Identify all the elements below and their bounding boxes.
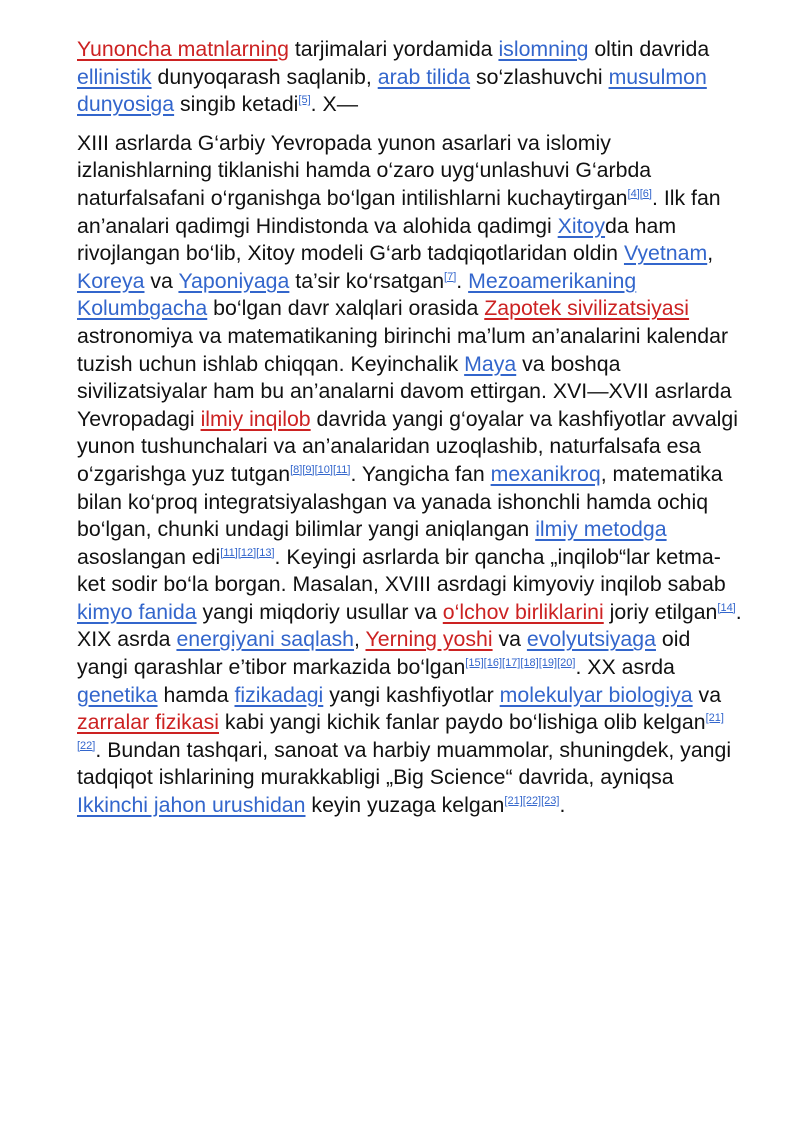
article-link[interactable]: ellinistik <box>77 64 152 89</box>
body-text: va <box>144 268 179 293</box>
article-link[interactable]: islomning <box>498 37 589 61</box>
body-text: . XX asrda <box>575 655 675 680</box>
citation-ref[interactable]: [7] <box>444 270 457 283</box>
body-text: yangi kashfiyotlar <box>323 682 500 707</box>
missing-article-link[interactable]: o‘lchov birliklarini <box>442 599 604 624</box>
body-text: va <box>492 627 527 652</box>
article-link[interactable]: ilmiy metodga <box>535 517 667 542</box>
article-link[interactable]: arab tilida <box>377 64 471 89</box>
article-link[interactable]: evolyutsiyaga <box>526 627 656 652</box>
missing-article-link[interactable]: ilmiy inqilob <box>200 406 311 431</box>
citation-ref[interactable]: [13] <box>256 546 275 559</box>
citation-ref[interactable]: [6] <box>639 187 652 200</box>
article-link[interactable]: Kolumbgacha <box>77 296 208 321</box>
body-text: kabi yangi kichik fanlar paydo bo‘lishiga olib kelgan <box>219 710 706 735</box>
missing-article-link[interactable]: zarralar fizikasi <box>77 710 220 735</box>
citation-ref[interactable]: [21] <box>504 794 523 807</box>
body-text: bo‘lgan davr xalqlari orasida <box>207 296 485 321</box>
citation-ref[interactable]: [10] <box>314 463 333 476</box>
citation-ref[interactable]: [8] <box>290 463 303 476</box>
body-text: . Ilk fan an’analari qadimgi Hindistonda va alohida qadimgi <box>77 185 721 238</box>
citation-ref[interactable]: [9] <box>302 463 315 476</box>
article-link[interactable]: molekulyar biologiya <box>499 682 693 707</box>
paragraph <box>77 130 747 820</box>
body-text: da ham rivojlangan bo‘lib, Xitoy modeli G‘arb tadqiqotlaridan oldin <box>77 213 677 266</box>
body-text: oltin davrida <box>588 37 710 61</box>
citation-ref[interactable]: [17] <box>502 656 521 669</box>
citation-ref[interactable]: [14] <box>717 601 736 614</box>
body-text: yangi miqdoriy usullar va <box>196 599 443 624</box>
body-text: oid yangi qarashlar e’tibor markazida bo‘lgan <box>77 627 691 680</box>
body-text: . X— <box>310 92 358 117</box>
citation-ref[interactable]: [11] <box>332 463 351 476</box>
body-text: astronomiya va matematikaning birinchi ma’lum an’analarini kalendar tuzish uchun ishlab chiqqan. Keyinchalik <box>77 323 729 376</box>
body-text: . XIX asrda <box>77 599 742 652</box>
paragraph <box>77 36 747 119</box>
body-text: , <box>707 241 714 266</box>
body-text: davrida yangi g‘oyalar va kashfiyotlar avvalgi yunon tushunchalari va an’analaridan uzoqlashib, naturfalsafa esa o‘zgarishga yuz tutgan <box>77 406 738 486</box>
citation-ref[interactable]: [5] <box>298 94 311 107</box>
body-text: . Bundan tashqari, sanoat va harbiy muammolar, shuningdek, yangi tadqiqot ishlarining murakkabligi „Big Science“ davrida, ayniqsa <box>77 737 732 790</box>
citation-ref[interactable]: [18] <box>520 656 539 669</box>
citation-ref[interactable]: [22] <box>522 794 542 807</box>
citation-ref[interactable]: [4] <box>627 187 640 200</box>
body-text: , <box>354 627 366 652</box>
body-text: asoslangan edi <box>77 544 221 569</box>
article-link[interactable]: Koreya <box>77 268 145 293</box>
body-text: XIII asrlarda G‘arbiy Yevropada yunon asarlari va islomiy izlanishlarning tiklanishi hamda o‘zaro uyg‘unlashuvi G‘arbda naturfalsafani o‘rganishga bo‘lgan intilishlarni kuchaytirgan <box>77 130 652 210</box>
citation-ref[interactable]: [11] <box>220 546 238 559</box>
body-text: ta’sir ko‘rsatgan <box>289 268 445 293</box>
citation-ref[interactable]: [22] <box>77 739 96 752</box>
body-text: tarjimalari yordamida <box>288 37 499 61</box>
body-text: singib ketadi <box>174 92 299 117</box>
body-text: so‘zlashuvchi <box>470 64 609 89</box>
article-link[interactable]: Vyetnam <box>623 241 708 266</box>
missing-article-link[interactable]: Zapotek sivilizatsiyasi <box>484 296 690 321</box>
body-text: keyin yuzaga kelgan <box>305 793 505 818</box>
citation-ref[interactable]: [19] <box>538 656 558 669</box>
citation-ref[interactable]: [21] <box>705 712 724 725</box>
body-text: joriy etilgan <box>603 599 718 624</box>
body-text: . <box>456 268 469 293</box>
body-text: . Keyingi asrlarda bir qancha „inqilob“lar ketma-ket sodir bo‘la borgan. Masalan, XVIII asrdagi kimyoviy inqilob sabab <box>77 544 726 597</box>
article-link[interactable]: Yaponiyaga <box>178 268 290 293</box>
body-text: hamda <box>157 682 235 707</box>
citation-ref[interactable]: [15] <box>465 656 484 669</box>
body-text: va <box>692 682 722 707</box>
body-text: . <box>559 793 566 818</box>
missing-article-link[interactable]: Yunoncha matnlarning <box>77 37 289 61</box>
article-link[interactable]: Maya <box>464 351 517 376</box>
article-link[interactable]: Xitoy <box>557 213 606 238</box>
body-text: . Yangicha fan <box>350 461 491 486</box>
citation-ref[interactable]: [12] <box>237 546 257 559</box>
article-link[interactable]: Mezoamerikaning <box>468 268 637 293</box>
citation-ref[interactable]: [16] <box>483 656 503 669</box>
article-link[interactable]: mexanikroq <box>490 461 601 486</box>
article-link[interactable]: energiyani saqlash <box>176 627 355 652</box>
body-text: va boshqa sivilizatsiyalar ham bu an’analarni davom ettirgan. XVI—XVII asrlarda Yevropadagi <box>77 351 732 431</box>
citation-ref[interactable]: [23] <box>541 794 560 807</box>
missing-article-link[interactable]: Yerning yoshi <box>365 627 493 652</box>
body-text: , matematika bilan ko‘proq integratsiyalashgan va yanada ishonchli hamda ochiq bo‘lgan, chunki undagi bilimlar yangi aniqlangan <box>77 461 723 542</box>
body-text: dunyoqarash saqlanib, <box>151 64 378 89</box>
article-link[interactable]: kimyo fanida <box>77 599 197 624</box>
article-link[interactable]: fizikadagi <box>234 682 324 707</box>
article-link[interactable]: genetika <box>77 682 158 707</box>
article-link[interactable]: musulmon dunyosiga <box>77 64 707 117</box>
article-link[interactable]: Ikkinchi jahon urushidan <box>77 793 306 818</box>
citation-ref[interactable]: [20] <box>557 656 576 669</box>
